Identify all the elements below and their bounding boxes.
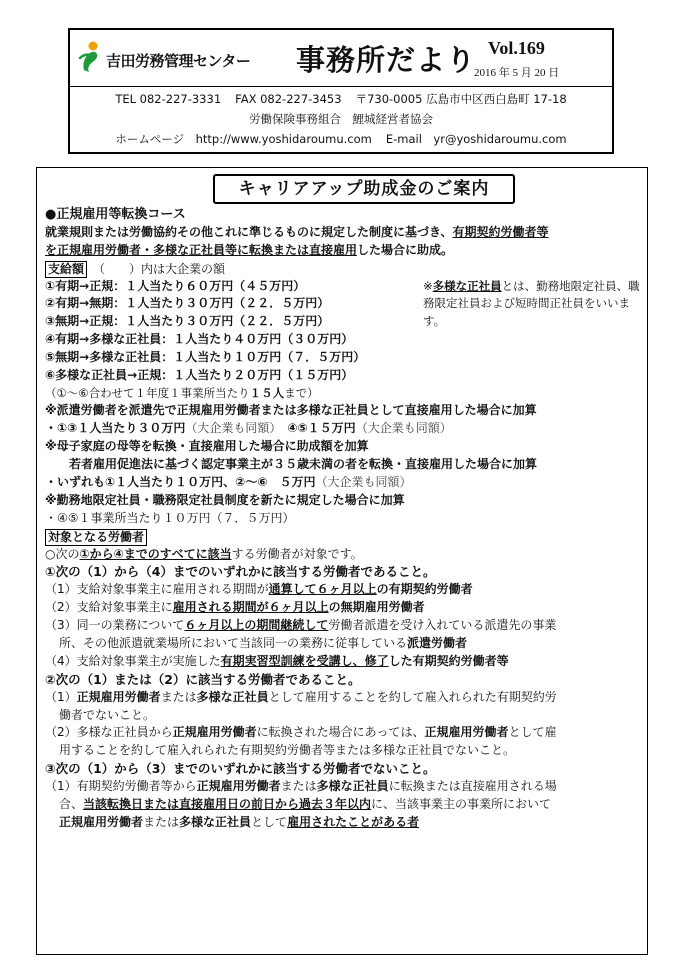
intro-line-1: 就業規則または労働協約その他これに準じるものに規定した制度に基づき、有期契約労働者等 <box>45 224 549 239</box>
condition-1-3-cont: 所、その他派遣就業場所において当該同一の業務に従事している派遣労働者 <box>59 636 468 651</box>
condition-2-2: （2）多様な正社員から正規雇用労働者に転換された場合にあっては、正規雇用労働者として雇 <box>45 725 557 740</box>
amount-section-label: 支給額 <box>45 261 87 278</box>
add2: ※母子家庭の母等を転換・直接雇用した場合に助成額を加算 <box>45 439 369 454</box>
amount-item: ②有期→無期：１人当たり３０万円（２２．５万円） <box>45 296 330 311</box>
add2b: 若者雇用促進法に基づく認定事業主が３５歳未満の者を転換・直接雇用した場合に加算 <box>69 457 538 472</box>
side-note: ※多様な正社員とは、勤務地限定社員、職務限定社員および短時間正社員をいいます。 <box>423 278 640 329</box>
add2-values: ・いずれも①１人当たり１０万円、②～⑥ ５万円（大企業も同額） <box>45 475 412 490</box>
associations: 労働保険事務組合 鯉城経営者協会 <box>249 112 433 126</box>
issue-date: 2016 年 5 月 20 日 <box>474 67 560 79</box>
header-divider <box>70 86 612 87</box>
amount-label-row <box>45 260 643 278</box>
condition-1-1: （1）支給対象事業主に雇用される期間が通算して６ヶ月以上の有期契約労働者 <box>45 582 473 597</box>
workers-label-row <box>45 528 643 546</box>
amount-item: ⑤無期→多様な正社員：１人当たり１０万円（７．５万円） <box>45 350 366 365</box>
condition-1-4: （4）支給対象事業主が実施した有期実習型訓練を受講し、修了した有期契約労働者等 <box>45 653 509 668</box>
fax: FAX 082-227-3453 <box>235 92 342 106</box>
newsletter-header <box>68 28 614 154</box>
newsletter-title: 事務所だより <box>296 43 477 77</box>
condition-1-2: （2）支給対象事業主に雇用される期間が６ヶ月以上の無期雇用労働者 <box>45 600 425 615</box>
add1-values: ・①③１人当たり３０万円（大企業も同額） ④⑤１５万円（大企業も同額） <box>45 421 452 436</box>
web-line <box>70 131 612 147</box>
main-article <box>36 167 648 955</box>
condition-2: ②次の（1）または（2）に該当する労働者であること。 <box>45 671 361 687</box>
article-body <box>45 206 643 832</box>
intro-line-2: を正規雇用労働者・多様な正社員等に転換または直接雇用した場合に助成。 <box>45 242 454 257</box>
workers-intro: ○次の①から④までのすべてに該当する労働者が対象です。 <box>45 546 363 561</box>
workers-section-label: 対象となる労働者 <box>45 529 147 546</box>
condition-2-1: （1）正規雇用労働者または多様な正社員として雇用することを約して雇入れられた有期契約労 <box>45 689 557 704</box>
homepage-link[interactable]: ホームページ http://www.yoshidaroumu.com <box>115 132 372 146</box>
amount-item: ③無期→正規：１人当たり３０万円（２２．５万円） <box>45 314 330 329</box>
volume-number: Vol.169 <box>488 38 545 58</box>
course-heading: ●正規雇用等転換コース <box>45 207 186 222</box>
condition-3-1: （1）有期契約労働者等から正規雇用労働者または多様な正社員に転換または直接雇用される場 <box>45 779 557 794</box>
condition-2-1-cont: 働者でないこと。 <box>59 707 156 722</box>
contact-line <box>70 91 612 107</box>
amount-paren-note: （ ）内は大企業の額 <box>99 261 226 276</box>
amount-block <box>45 278 643 385</box>
email-link[interactable]: E-mail yr@yoshidaroumu.com <box>385 132 567 146</box>
add3: ※勤務地限定社員・職務限定社員制度を新たに規定した場合に加算 <box>45 492 405 507</box>
condition-3-1-cont: 合、当該転換日または直接雇用日の前日から過去３年以内に、当該事業主の事業所において <box>59 797 552 812</box>
condition-3-1-cont2: 正規雇用労働者または多様な正社員として雇用されたことがある者 <box>59 814 420 829</box>
tel: TEL 082-227-3331 <box>115 92 222 106</box>
running-person-logo-icon <box>78 40 102 74</box>
org-name: 吉田労務管理センター <box>106 52 251 70</box>
amount-item: ④有期→多様な正社員：１人当たり４０万円（３０万円） <box>45 332 354 347</box>
condition-2-2-cont: 用することを約して雇入れられた有期契約労働者等または多様な正社員でないこと。 <box>59 743 516 758</box>
limit-note: （①～⑥合わせて１年度１事業所当たり１５人まで） <box>45 385 319 400</box>
address: 〒730-0005 広島市中区西白島町 17-18 <box>355 92 567 106</box>
amount-item: ⑥多様な正社員→正規：１人当たり２０万円（１５万円） <box>45 368 354 383</box>
add1: ※派遣労働者を派遣先で正規雇用労働者または多様な正社員として直接雇用した場合に加算 <box>45 403 537 418</box>
condition-1: ①次の（1）から（4）までのいずれかに該当する労働者であること。 <box>45 564 436 580</box>
article-title: キャリアアップ助成金のご案内 <box>213 174 515 204</box>
add3-values: ・④⑤１事業所当たり１０万円（７．５万円） <box>45 510 295 525</box>
condition-3: ③次の（1）から（3）までのいずれかに該当する労働者でないこと。 <box>45 761 436 777</box>
condition-1-3: （3）同一の業務について６ヶ月以上の期間継続して労働者派遣を受け入れている派遣先の事業 <box>45 618 557 633</box>
amount-item: ①有期→正規：１人当たり６０万円（４５万円） <box>45 278 306 293</box>
